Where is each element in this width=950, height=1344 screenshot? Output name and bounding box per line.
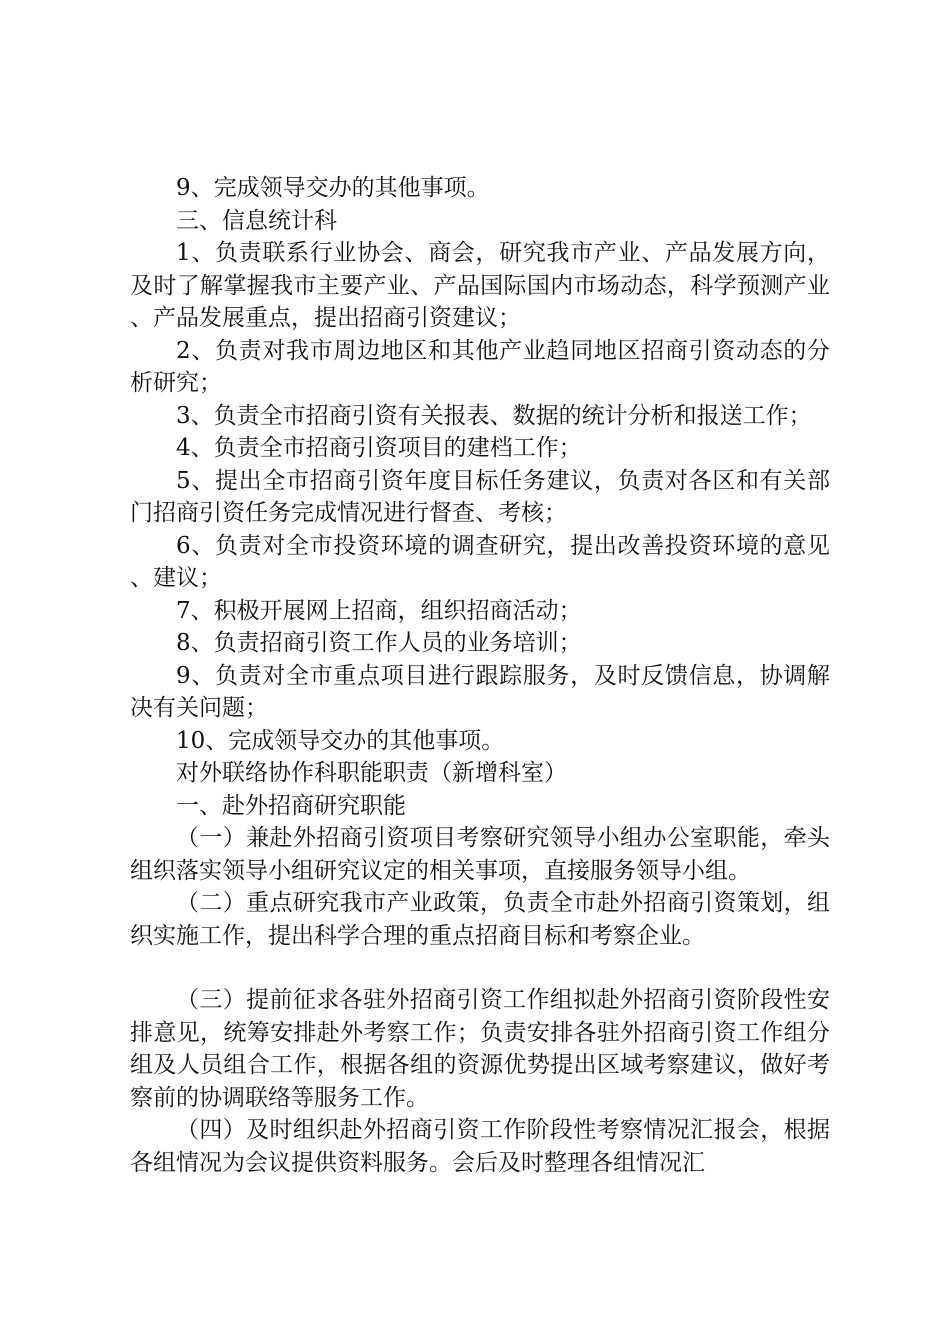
paragraph-item-5: 5、提出全市招商引资年度目标任务建议，负责对各区和有关部门招商引资任务完成情况进行督查、考核； bbox=[130, 467, 830, 526]
section-heading-external-liaison: 对外联络协作科职能职责（新增科室） bbox=[176, 760, 567, 786]
section-heading-info-statistics: 三、信息统计科 bbox=[176, 207, 337, 234]
paragraph-item-2: 2、负责对我市周边地区和其他产业趋同地区招商引资动态的分析研究； bbox=[130, 337, 830, 396]
paragraph-item-9-completion: 9、完成领导交办的其他事项。 bbox=[176, 175, 490, 201]
subsection-heading-research: 一、赴外招商研究职能 bbox=[176, 792, 406, 819]
paragraph-item-7: 7、积极开展网上招商，组织招商活动； bbox=[176, 597, 582, 624]
paragraph-sub-1: （一）兼赴外招商引资项目考察研究领导小组办公室职能，牵头组织落实领导小组研究议定的相关事项，直接服务领导小组。 bbox=[130, 825, 830, 884]
paragraph-item-10: 10、完成领导交办的其他事项。 bbox=[176, 727, 505, 754]
paragraph-item-6: 6、负责对全市投资环境的调查研究，提出改善投资环境的意见、建议； bbox=[130, 532, 830, 591]
paragraph-item-8: 8、负责招商引资工作人员的业务培训； bbox=[176, 630, 582, 656]
paragraph-sub-3: （三）提前征求各驻外招商引资工作组拟赴外招商引资阶段性安排意见，统筹安排赴外考察工作；负责安排各驻外招商引资工作组分组及人员组合工作，根据各组的资源优势提出区域考察建议，做好考察前的协调联络等服务工作。 bbox=[130, 987, 830, 1111]
paragraph-item-3: 3、负责全市招商引资有关报表、数据的统计分析和报送工作； bbox=[176, 402, 812, 429]
paragraph-item-4: 4、负责全市招商引资项目的建档工作； bbox=[176, 435, 582, 461]
paragraph-item-9: 9、负责对全市重点项目进行跟踪服务，及时反馈信息，协调解决有关问题； bbox=[130, 662, 830, 721]
document-body bbox=[130, 172, 830, 1179]
paragraph-sub-4: （四）及时组织赴外招商引资工作阶段性考察情况汇报会，根据各组情况为会议提供资料服务。会后及时整理各组情况汇 bbox=[130, 1117, 830, 1176]
paragraph-item-1: 1、负责联系行业协会、商会，研究我市产业、产品发展方向，及时了解掌握我市主要产业、产品国际国内市场动态，科学预测产业、产品发展重点，提出招商引资建议； bbox=[130, 240, 830, 331]
paragraph-sub-2: （二）重点研究我市产业政策，负责全市赴外招商引资策划，组织实施工作，提出科学合理的重点招商目标和考察企业。 bbox=[130, 890, 830, 949]
